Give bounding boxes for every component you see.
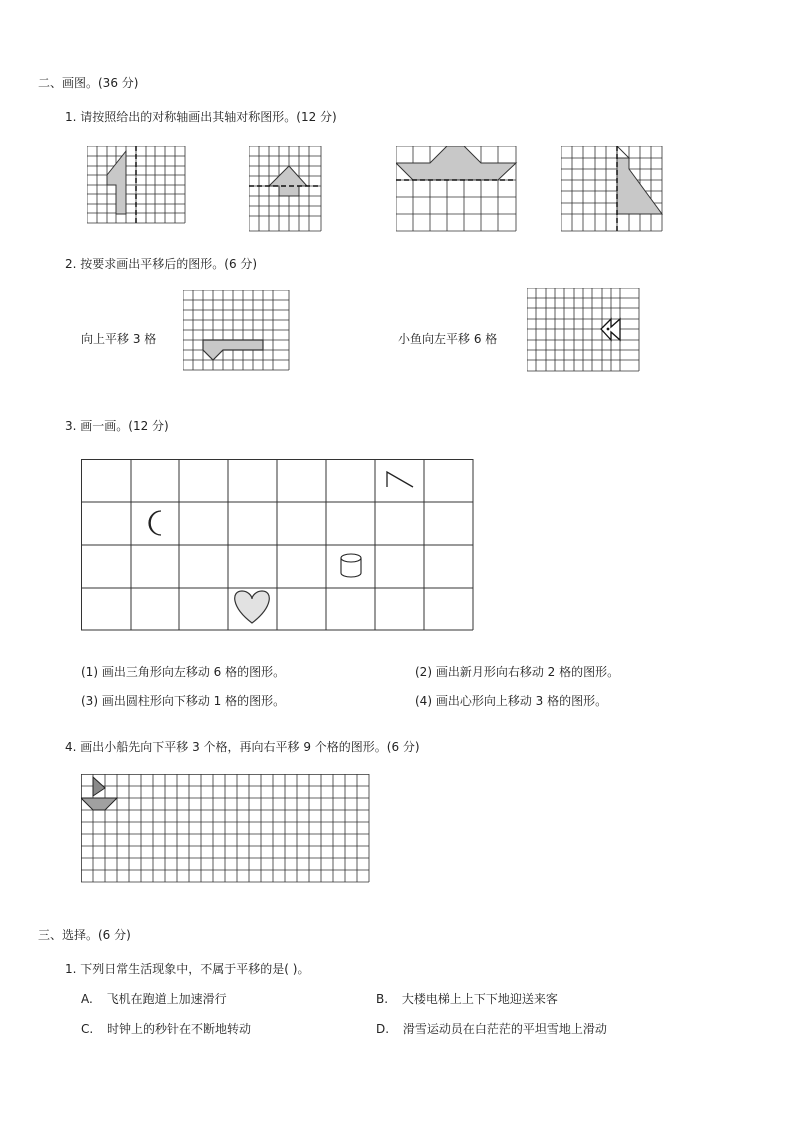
q4-prompt: 4. 画出小船先向下平移 3 个格，再向右平移 9 个格的图形。(6 分) bbox=[65, 740, 420, 754]
small-boat-figure bbox=[81, 777, 117, 810]
option-letter: C. bbox=[81, 1022, 94, 1036]
option-d[interactable] bbox=[376, 1022, 607, 1036]
triangle-figure bbox=[387, 472, 413, 487]
q3-item-4: (4) 画出心形向上移动 3 格的图形。 bbox=[415, 694, 608, 708]
cylinder-figure bbox=[341, 554, 361, 577]
section3-heading: 三、选择。(6 分) bbox=[38, 928, 131, 942]
option-text: 大楼电梯上上下下地迎送来客 bbox=[401, 992, 558, 1006]
symmetry-grid-boat bbox=[396, 146, 518, 234]
q4-boat-grid bbox=[81, 774, 371, 884]
symmetry-grid-house bbox=[249, 146, 323, 234]
q2-label-left: 向上平移 3 格 bbox=[81, 332, 157, 346]
option-a[interactable] bbox=[81, 992, 227, 1006]
q3-item-1: (1) 画出三角形向左移动 6 格的图形。 bbox=[81, 665, 286, 679]
q3-item-3: (3) 画出圆柱形向下移动 1 格的图形。 bbox=[81, 694, 286, 708]
option-letter: D. bbox=[376, 1022, 390, 1036]
q1-prompt: 1. 请按照给出的对称轴画出其轴对称图形。(12 分) bbox=[65, 110, 337, 124]
q3-prompt: 3. 画一画。(12 分) bbox=[65, 419, 169, 433]
q3-shape-grid bbox=[81, 459, 475, 632]
option-text: 时钟上的秒针在不断地转动 bbox=[107, 1022, 252, 1036]
option-c[interactable] bbox=[81, 1022, 251, 1036]
s3-q1-prompt: 1. 下列日常生活现象中，不属于平移的是( )。 bbox=[65, 962, 310, 976]
symmetry-grid-triangle bbox=[561, 146, 664, 234]
option-text: 飞机在跑道上加速滑行 bbox=[106, 992, 227, 1006]
fish-shape bbox=[601, 319, 620, 340]
triangle-half-shape bbox=[617, 158, 662, 214]
option-text: 滑雪运动员在白茫茫的平坦雪地上滑动 bbox=[402, 1022, 607, 1036]
arrow-half-shape bbox=[107, 151, 126, 214]
option-letter: A. bbox=[81, 992, 93, 1006]
translate-grid-shape bbox=[183, 290, 291, 372]
crescent-figure bbox=[149, 511, 161, 535]
heart-figure bbox=[235, 591, 270, 623]
section2-heading: 二、画图。(36 分) bbox=[38, 76, 139, 90]
option-b[interactable] bbox=[376, 992, 558, 1006]
translate-grid-fish bbox=[527, 288, 641, 373]
house-half-shape bbox=[269, 166, 307, 196]
q3-item-2: (2) 画出新月形向右移动 2 格的图形。 bbox=[415, 665, 620, 679]
q2-label-right: 小鱼向左平移 6 格 bbox=[398, 332, 498, 346]
symmetry-grid-arrow bbox=[87, 146, 187, 224]
q2-prompt: 2. 按要求画出平移后的图形。(6 分) bbox=[65, 257, 258, 271]
option-letter: B. bbox=[376, 992, 389, 1006]
